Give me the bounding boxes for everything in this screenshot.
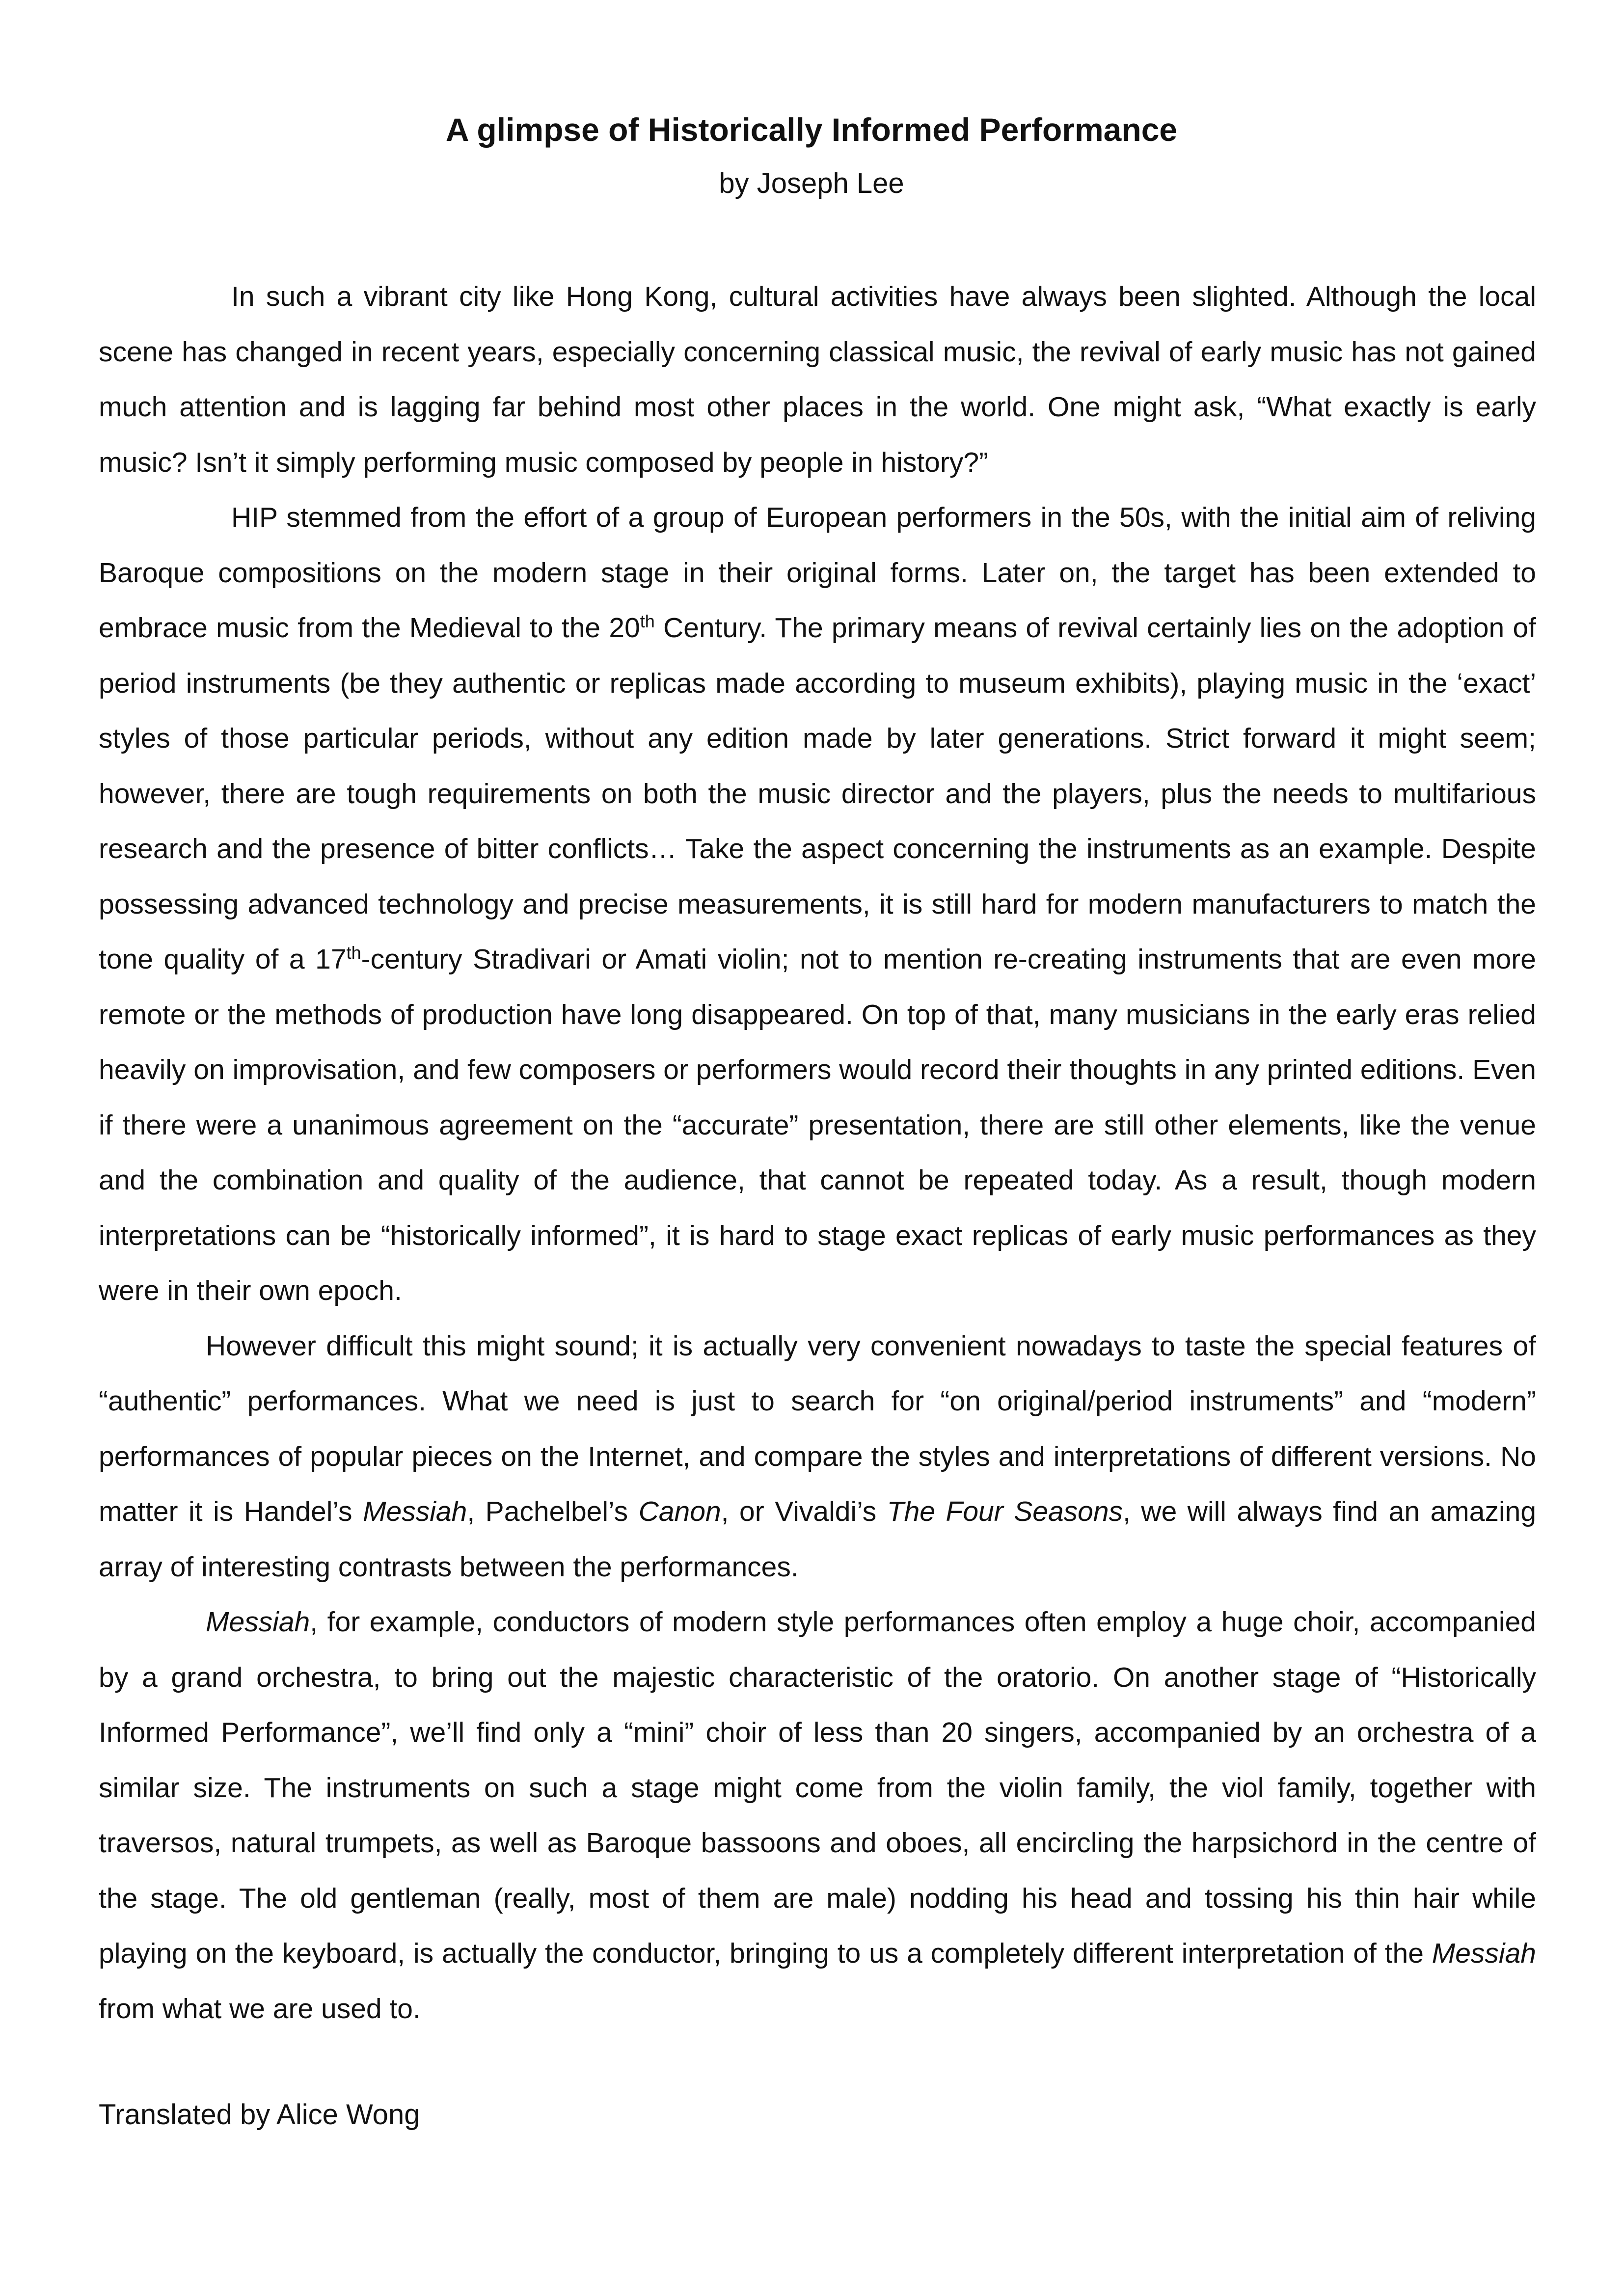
paragraph-3	[99, 1319, 1536, 1595]
paragraph-1	[99, 269, 1536, 490]
italic-title: The Four Seasons	[887, 1496, 1123, 1527]
text-run: In such a vibrant city like Hong Kong, cultural activities have always been slighted. Although the local scene has changed in recent years, especially concerning classical music, the revival of early music has not gained much attention and is lagging far behind most other places in the world. One might ask, “What exactly is early music? Isn’t it simply performing music composed by people in history?”	[99, 281, 1536, 478]
italic-title: Messiah	[363, 1496, 467, 1527]
text-run: , for example, conductors of modern style performances often employ a huge choir, accompanied by a grand orchestra, to bring out the majestic characteristic of the oratorio. On another stage of “Historically Informed Performance”, we’ll find only a “mini” choir of less than 20 singers, accompanied by an orchestra of a similar size. The instruments on such a stage might come from the violin family, the viol family, together with traversos, natural trumpets, as well as Baroque bassoons and oboes, all encircling the harpsichord in the centre of the stage. The old gentleman (really, most of them are male) nodding his head and tossing his thin hair while playing on the keyboard, is actually the conductor, bringing to us a completely different interpretation of the	[99, 1606, 1536, 1969]
translator-credit: Translated by Alice Wong	[99, 2099, 420, 2131]
text-run: However difficult this might sound; it is actually very convenient nowadays to taste the special features of “authentic” performances. What we need is just to search for “on original/period instruments” and “modern” performances of popular pieces on the Internet, and compare the styles and interpretations of different versions. No matter it is Handel’s	[99, 1330, 1536, 1527]
article-title: A glimpse of Historically Informed Performance	[445, 111, 1178, 148]
italic-title: Messiah	[206, 1606, 310, 1638]
text-run: , or Vivaldi’s	[721, 1496, 887, 1527]
text-run: , Pachelbel’s	[467, 1496, 639, 1527]
paragraph-4	[99, 1594, 1536, 2036]
text-run: HIP stemmed from the effort of a group of European performers in the 50s, with the initial aim of reliving Baroque compositions on the modern stage in their original forms. Later on, the target has been extended to embrace music from the Medieval to the 20	[99, 502, 1536, 644]
article-body	[99, 269, 1536, 2036]
italic-title: Messiah	[1432, 1938, 1536, 1969]
superscript-ordinal: th	[346, 943, 361, 963]
text-run: -century Stradivari or Amati violin; not to mention re-creating instruments that are even more remote or the methods of production have long disappeared. On top of that, many musicians in the early eras relied heavily on improvisation, and few composers or performers would record their thoughts in any printed editions. Even if there were a unanimous agreement on the “accurate” presentation, there are still other elements, like the venue and the combination and quality of the audience, that cannot be repeated today. As a result, though modern interpretations can be “historically informed”, it is hard to stage exact replicas of early music performances as they were in their own epoch.	[99, 944, 1536, 1306]
superscript-ordinal: th	[640, 611, 655, 631]
text-run: , we will always find an amazing array of interesting contrasts between the performances.	[99, 1496, 1537, 1583]
text-run: from what we are used to.	[99, 1993, 421, 2025]
article-byline: by Joseph Lee	[719, 167, 904, 199]
paragraph-2	[99, 490, 1536, 1319]
italic-title: Canon	[638, 1496, 721, 1527]
text-run: Century. The primary means of revival certainly lies on the adoption of period instruments (be they authentic or replicas made according to museum exhibits), playing music in the ‘exact’ styles of those particular periods, without any edition made by later generations. Strict forward it might seem; however, there are tough requirements on both the music director and the players, plus the needs to multifarious research and the presence of bitter conflicts… Take the aspect concerning the instruments as an example. Despite possessing advanced technology and precise measurements, it is still hard for modern manufacturers to match the tone quality of a 17	[99, 612, 1536, 975]
